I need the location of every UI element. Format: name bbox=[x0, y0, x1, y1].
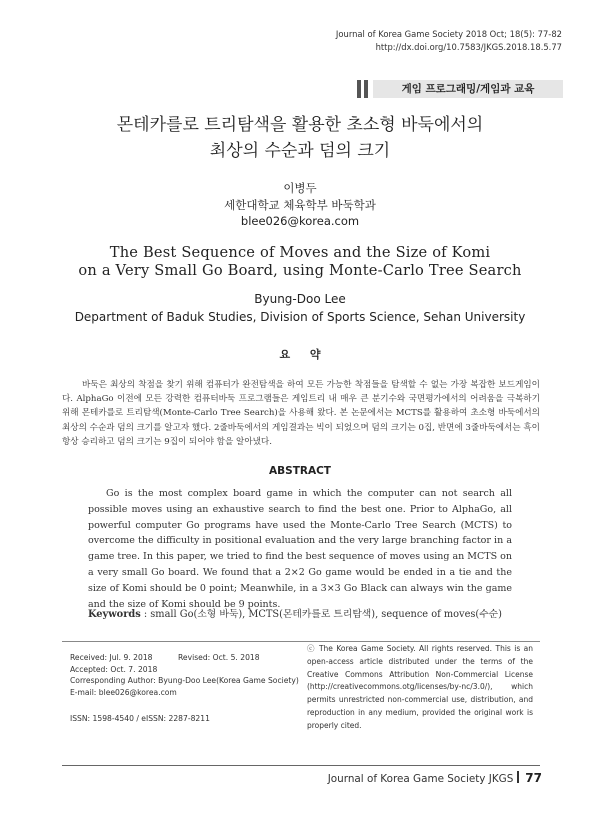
keywords bbox=[88, 606, 502, 620]
corresponding-author: Corresponding Author: Byung-Doo Lee(Korea Game Society) bbox=[70, 676, 299, 686]
abstract-en-heading: ABSTRACT bbox=[269, 465, 331, 477]
footer-journal: Journal of Korea Game Society JKGS bbox=[327, 773, 514, 785]
keywords-label: Keywords bbox=[88, 609, 141, 620]
author-email: E-mail: blee026@korea.com bbox=[70, 687, 177, 697]
footer-separator bbox=[517, 771, 519, 783]
journal-citation bbox=[336, 28, 562, 54]
doi-line: http://dx.doi.org/10.7583/JKGS.2018.18.5.77 bbox=[375, 42, 562, 52]
copyright-notice: ⓒ The Korea Game Society. All rights reserved. This is an open-access article distributed under the terms of the Creative Commons Attribution Non-Commercial License (http://creativecommons.otg/licenses/by-nc/3.0/), which permits unrestricted non-commercial use, distribution, and reproduction in any medium, provided the original work is properly cited. bbox=[307, 644, 533, 730]
author-ko-affiliation: 세한대학교 체육학부 바둑학과 bbox=[224, 198, 376, 212]
abstract-ko-body: 바둑은 최상의 착점을 찾기 위해 컴퓨터가 완전탐색을 하여 모든 가능한 착점들을 탐색할 수 없는 가장 복잡한 보드게임이다. AlphaGo 이전에 모든 강력한 컴퓨터바둑 프로그램들은 게임트리 내 매우 큰 분기수와 국면평가에서의 어려움을 극복하기 위해 몬테카를로 트리탐색(Monte-Carlo Tree Search)을 사용해 왔다. 본 논문에서는 MCTS를 활용하여 초소형 바둑에서의 최상의 수순과 덤의 크기를 알고자 했다. 2줄바둑에서의 게임결과는 빅이 되었으며 덤의 크기는 0집, 반면에 3줄바둑에서는 흑이 항상 승리하고 덤의 크기는 9집이 되어야 함을 알아냈다. bbox=[62, 380, 540, 447]
author-ko-email: blee026@korea.com bbox=[240, 214, 360, 228]
section-divider bbox=[62, 641, 540, 642]
title-ko-line1: 몬테카를로 트리탐색을 활용한 초소형 바둑에서의 bbox=[116, 115, 484, 135]
abstract-ko-heading: 요 약 bbox=[279, 348, 329, 361]
article-info bbox=[70, 652, 299, 698]
tag-bar-mark bbox=[357, 80, 361, 98]
page-number: 77 bbox=[525, 771, 542, 785]
abstract-ko bbox=[62, 378, 540, 449]
category-tag bbox=[357, 80, 563, 98]
journal-line: Journal of Korea Game Society 2018 Oct; 18(5): 77-82 bbox=[335, 29, 562, 39]
keywords-text: : small Go(소형 바둑), MCTS(몬테카를로 트리탐색), sequence of moves(수순) bbox=[140, 609, 502, 620]
category-tag-label: 게임 프로그래밍/게임과 교육 bbox=[373, 80, 563, 98]
accepted-date: Accepted: Oct. 7. 2018 bbox=[70, 664, 158, 674]
author-en-department: Department of Baduk Studies, Division of Sports Science, Sehan University bbox=[74, 310, 526, 324]
title-en-line1: The Best Sequence of Moves and the Size of Komi bbox=[109, 244, 491, 261]
abstract-en-body: Go is the most complex board game in which the computer can not search all possible moves using an exhaustive search to find the best one. Prior to AlphaGo, all powerful computer Go programs have used the Monte-Carlo Tree Search (MCTS) to overcome the difficulty in positional evaluation and the very large branching factor in a game tree. In this paper, we tried to find the best sequence of moves using an MCTS on a very small Go board. We found that a 2×2 Go game would be ended in a tie and the size of Komi should be 0 point; Meanwhile, in a 3×3 Go Black can always win the game and the size of Komi should be 9 points. bbox=[88, 488, 512, 610]
footer-divider bbox=[62, 765, 540, 766]
title-ko-line2: 최상의 수순과 덤의 크기 bbox=[209, 141, 391, 161]
issn: ISSN: 1598-4540 / eISSN: 2287-8211 bbox=[70, 714, 210, 723]
received-date: Received: Jul. 9. 2018 bbox=[70, 653, 153, 662]
revised-date: Revised: Oct. 5. 2018 bbox=[178, 653, 260, 662]
author-ko-name: 이병두 bbox=[283, 181, 317, 195]
author-en-name: Byung-Doo Lee bbox=[254, 292, 346, 306]
title-en-line2: on a Very Small Go Board, using Monte-Carlo Tree Search bbox=[78, 262, 522, 279]
abstract-en bbox=[88, 486, 512, 612]
page-footer bbox=[328, 771, 542, 785]
tag-bar-mark bbox=[364, 80, 368, 98]
